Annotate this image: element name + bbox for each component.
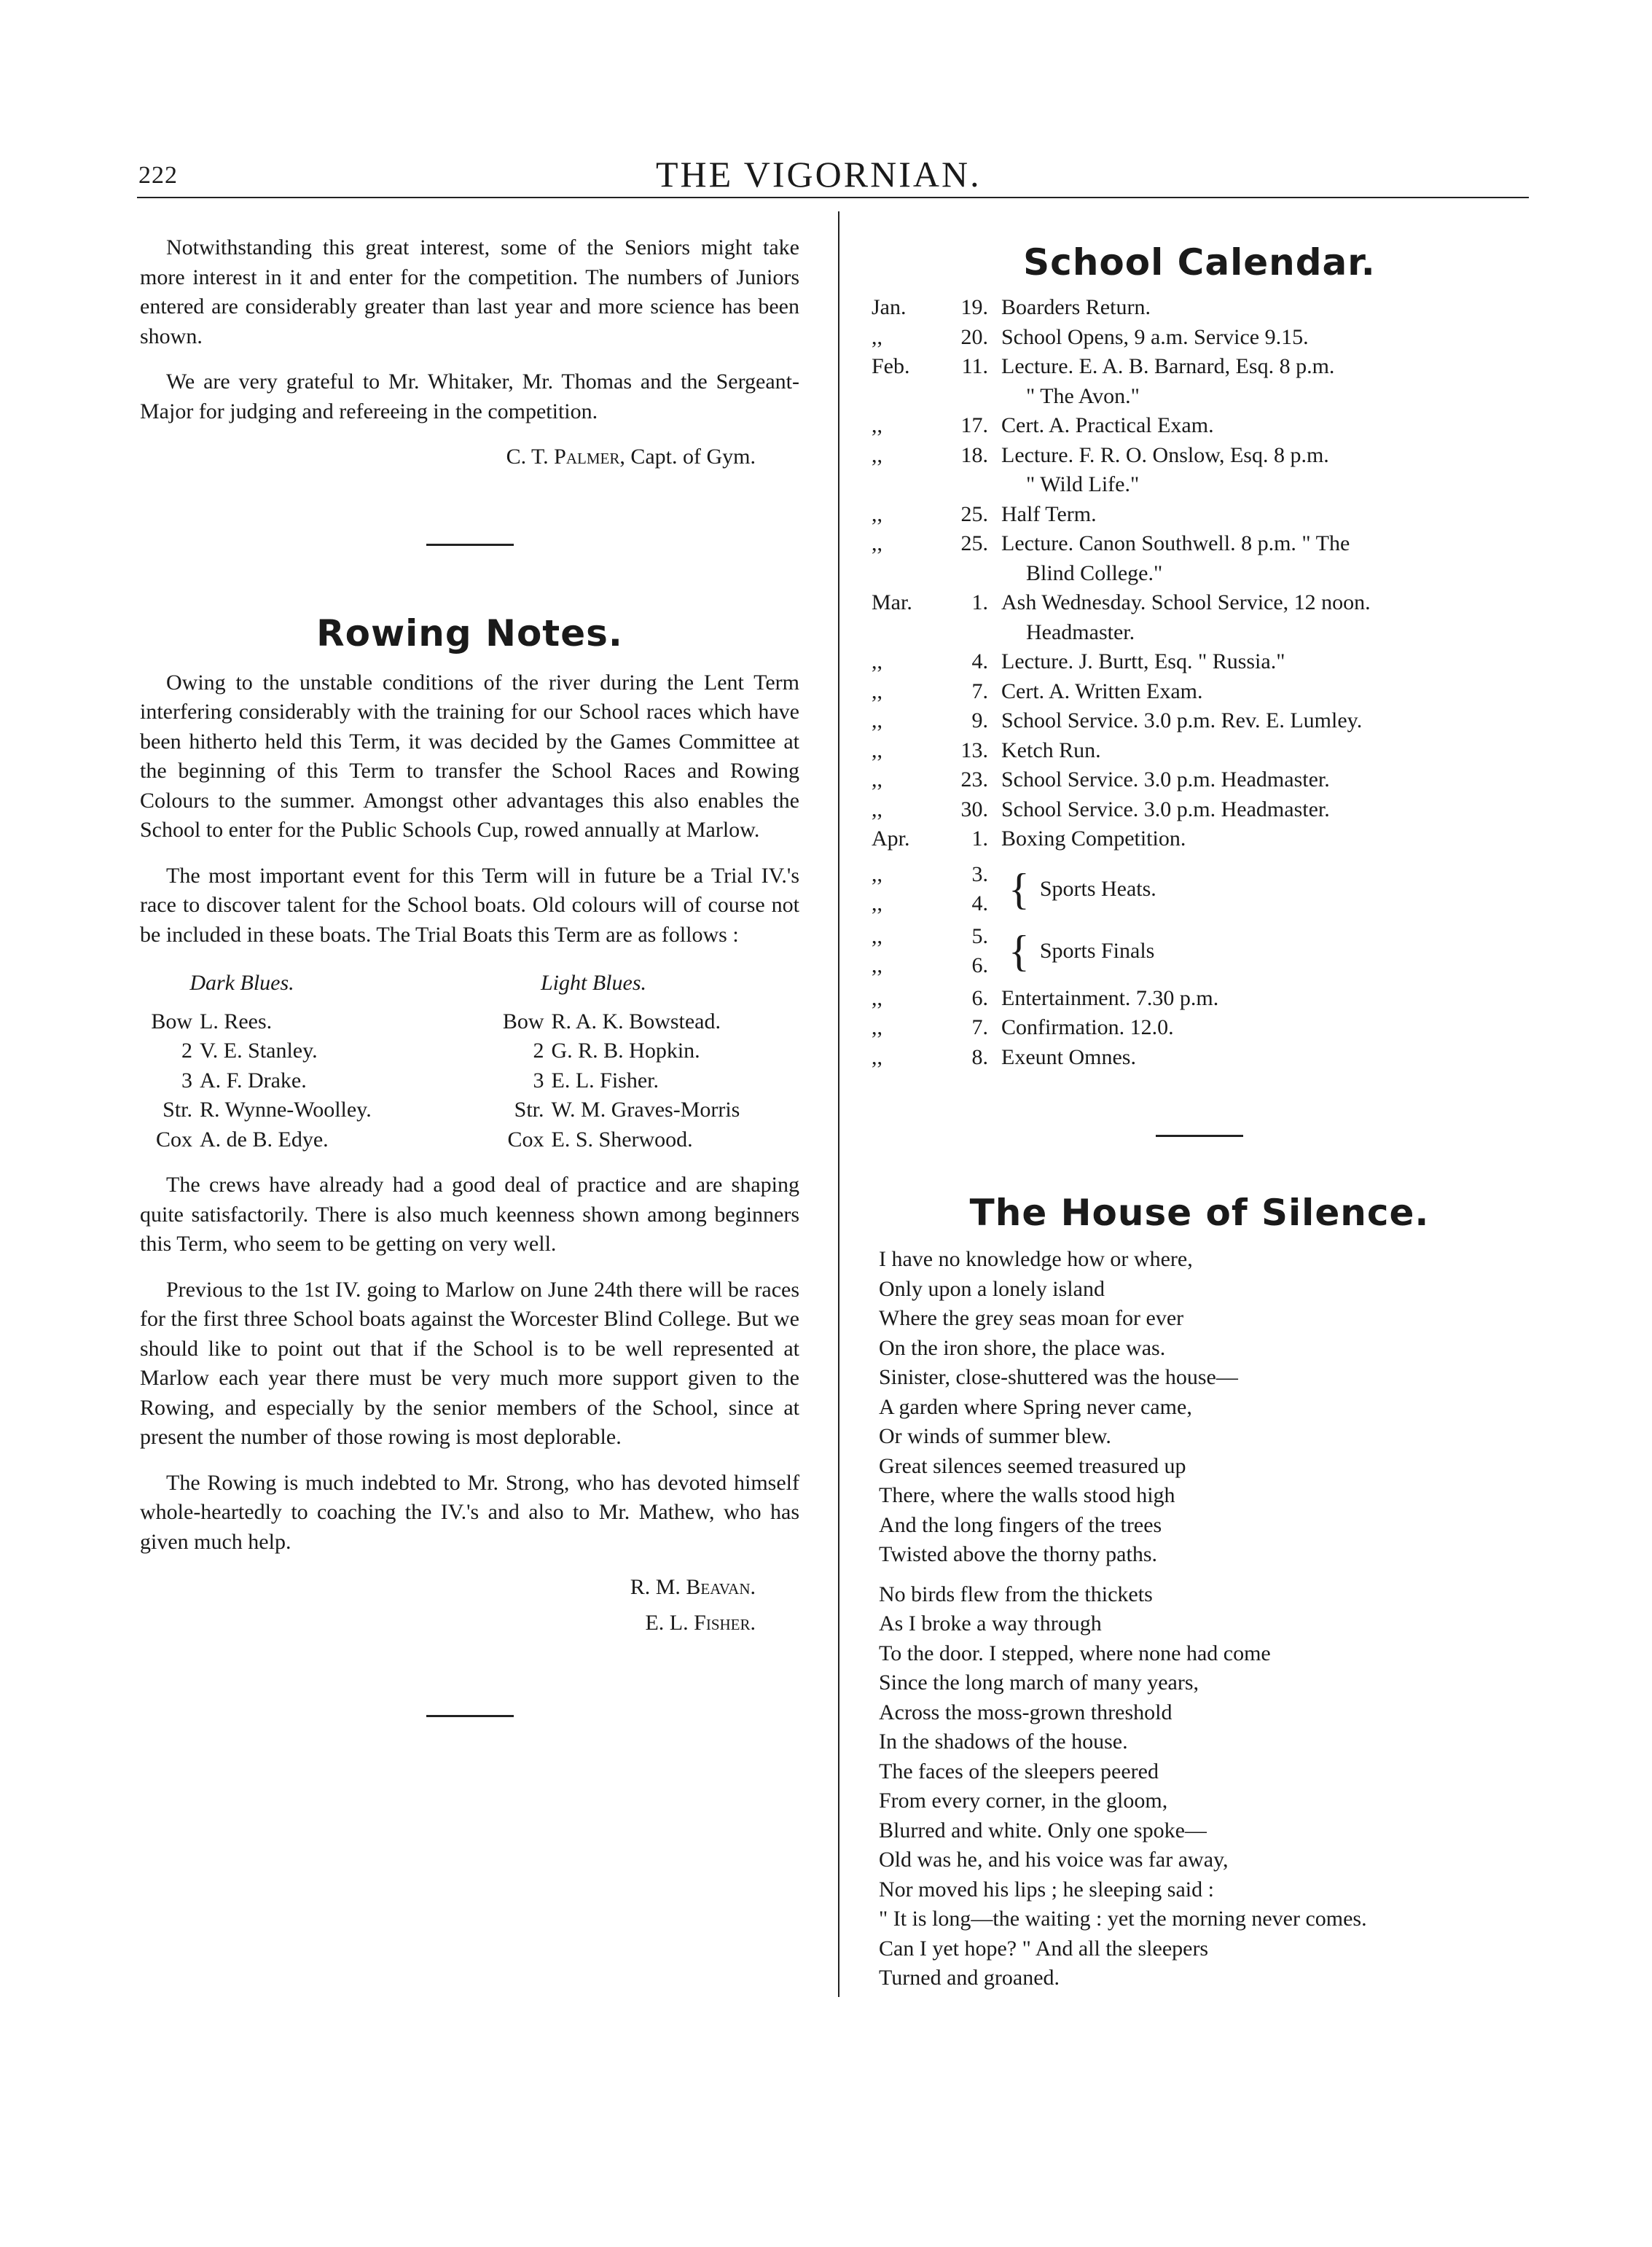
calendar-date: [872, 951, 1001, 981]
gym-paragraph: We are very grateful to Mr. Whitaker, Mr. Thomas and the Sergeant-Major for judging and refereeing in the competition.: [140, 370, 799, 423]
calendar-entry: [872, 352, 1527, 411]
calendar-event: Confirmation. 12.0.: [1001, 1015, 1174, 1039]
poem-line: I have no knowledge how or where,: [879, 1247, 1193, 1271]
calendar-event: School Service. 3.0 p.m. Headmaster.: [1001, 797, 1330, 821]
crew-member: E. L. Fisher.: [551, 1068, 659, 1093]
calendar-entry: [872, 765, 1527, 795]
crew-position: 3: [533, 1068, 544, 1093]
calendar-event: Ketch Run.: [1001, 738, 1101, 762]
calendar-event: School Service. 3.0 p.m. Headmaster.: [1001, 767, 1330, 792]
calendar-day: 25.: [960, 501, 988, 526]
calendar-month: ,,: [872, 1044, 882, 1069]
calendar-event: [1001, 441, 1527, 500]
poem-line: Old was he, and his voice was far away,: [879, 1848, 1229, 1872]
calendar-day: 4.: [971, 649, 988, 673]
calendar-event: Cert. A. Practical Exam.: [1001, 413, 1214, 437]
calendar-month: ,,: [872, 861, 882, 886]
calendar-month: ,,: [872, 501, 882, 526]
calendar-month: ,,: [872, 442, 882, 467]
gym-signature-name: C. T. Palmer,: [506, 445, 625, 469]
crew-member: R. Wynne-Woolley.: [200, 1098, 372, 1122]
calendar-event: [1001, 529, 1527, 588]
calendar-month: Jan.: [872, 295, 907, 319]
crew-member: L. Rees.: [200, 1009, 273, 1033]
calendar-entry: [872, 1043, 1527, 1073]
crew-position: 3: [181, 1068, 192, 1093]
crew-member: G. R. B. Hopkin.: [551, 1039, 700, 1063]
calendar-month: ,,: [872, 767, 882, 792]
poem-line: " It is long—the waiting : yet the morning never comes.: [879, 1907, 1367, 1931]
poem-line: Blurred and white. Only one spoke—: [879, 1818, 1207, 1842]
crew-position: Cox: [507, 1127, 544, 1152]
calendar-day: 3.: [971, 861, 988, 886]
poem-line: In the shadows of the house.: [879, 1730, 1128, 1754]
calendar-list: [872, 293, 1527, 1072]
crew-member: A. F. Drake.: [200, 1068, 307, 1093]
calendar-month: ,,: [872, 797, 882, 821]
calendar-day: 13.: [960, 738, 988, 762]
crew-row: [492, 1066, 800, 1096]
crew-member: W. M. Graves-Morris: [551, 1098, 740, 1122]
calendar-day: 7.: [971, 679, 988, 703]
calendar-entry: [872, 984, 1527, 1014]
calendar-event: Cert. A. Written Exam.: [1001, 679, 1203, 703]
poem-line: Great silences seemed treasured up: [879, 1453, 1186, 1478]
page-number: 222: [138, 162, 178, 189]
calendar-month: ,,: [872, 649, 882, 673]
poem-line: Nor moved his lips ; he sleeping said :: [879, 1877, 1214, 1902]
calendar-group-dates: [872, 922, 1001, 981]
poem-line: Or winds of summer blew.: [879, 1424, 1111, 1448]
column-divider: [838, 211, 839, 1997]
brace-icon: {: [1009, 865, 1030, 913]
calendar-month: ,,: [872, 324, 882, 349]
rowing-signature: R. M. Beavan.: [630, 1575, 756, 1599]
rowing-paragraph: Previous to the 1st IV. going to Marlow on June 24th there will be races for the first three School boats against the Worcester Blind College. But we should like to point out that if the School is to be well represented at Marlow each year there must be very much more support given to the Rowing, and especially by the senior members of the School, since at present the number of those rowing is most deplorable.: [140, 1277, 799, 1449]
crew-position: 2: [533, 1039, 544, 1063]
calendar-entry: [872, 529, 1527, 588]
calendar-day: 4.: [971, 891, 988, 915]
crew-dark-blues: [140, 969, 448, 1154]
poem-line: Where the grey seas moan for ever: [879, 1306, 1184, 1330]
calendar-day: 1.: [971, 826, 988, 851]
calendar-entry: [872, 500, 1527, 530]
calendar-day: 17.: [960, 413, 988, 437]
calendar-entry: [872, 588, 1527, 647]
calendar-day: 6.: [971, 953, 988, 977]
calendar-month: ,,: [872, 679, 882, 703]
gym-signature-role: Capt. of Gym.: [630, 445, 756, 469]
calendar-event: Sports Finals: [1039, 938, 1155, 963]
calendar-month: Apr.: [872, 826, 910, 851]
calendar-entry: [872, 677, 1527, 707]
calendar-event: Entertainment. 7.30 p.m.: [1001, 985, 1219, 1010]
crew-position: Bow: [502, 1009, 544, 1033]
trial-crews: [140, 969, 799, 1154]
crew-row: [140, 1036, 448, 1066]
calendar-entry: [872, 293, 1527, 323]
poem-line: On the iron shore, the place was.: [879, 1335, 1166, 1360]
section-divider: [1156, 1135, 1243, 1137]
crew-position: Str.: [163, 1098, 192, 1122]
calendar-day: 11.: [961, 354, 988, 378]
calendar-day: 20.: [960, 324, 988, 349]
calendar-event-continuation: Blind College.": [1026, 560, 1163, 585]
section-divider: [426, 544, 514, 546]
crew-row: [140, 1125, 448, 1155]
calendar-event-line: Lecture. E. A. B. Barnard, Esq. 8 p.m.: [1001, 354, 1335, 378]
calendar-event: School Opens, 9 a.m. Service 9.15.: [1001, 324, 1309, 349]
calendar-day: 8.: [971, 1044, 988, 1069]
crew-title: Light Blues.: [540, 971, 646, 995]
calendar-entry: [872, 411, 1527, 441]
calendar-month: ,,: [872, 953, 882, 977]
crew-member: R. A. K. Bowstead.: [551, 1009, 721, 1033]
poem-line: Across the moss-grown threshold: [879, 1700, 1173, 1724]
crew-title: Dark Blues.: [189, 971, 294, 995]
crew-row: [140, 1095, 448, 1125]
crew-position: Cox: [155, 1127, 192, 1152]
rowing-signature: E. L. Fisher.: [645, 1610, 756, 1635]
poem-line: No birds flew from the thickets: [879, 1582, 1153, 1606]
calendar-event-line: Lecture. Canon Southwell. 8 p.m. " The: [1001, 531, 1350, 555]
poem-line: Turned and groaned.: [879, 1966, 1060, 1990]
crew-row: [492, 1036, 800, 1066]
calendar-heading: School Calendar.: [1023, 241, 1376, 284]
calendar-event-continuation: " The Avon.": [1026, 383, 1140, 408]
calendar-event: Boarders Return.: [1001, 295, 1151, 319]
calendar-month: ,,: [872, 923, 882, 948]
gym-signature: [140, 442, 799, 472]
crew-member: E. S. Sherwood.: [551, 1127, 693, 1152]
calendar-day: 30.: [960, 797, 988, 821]
poem-stanza: [879, 1580, 1527, 1993]
calendar-day: 6.: [971, 985, 988, 1010]
rowing-paragraph: The crews have already had a good deal of practice and are shaping quite satisfactorily. There is also much keenness shown among beginners this Term, who seem to be getting on very well.: [140, 1173, 799, 1256]
calendar-entry: [872, 323, 1527, 353]
poem-line: To the door. I stepped, where none had come: [879, 1641, 1271, 1665]
calendar-day: 9.: [971, 708, 988, 732]
calendar-event: [1001, 588, 1527, 647]
poem-line: Since the long march of many years,: [879, 1670, 1199, 1695]
calendar-month: Feb.: [872, 354, 910, 378]
poem-line: Only upon a lonely island: [879, 1276, 1105, 1301]
calendar-month: ,,: [872, 413, 882, 437]
section-divider: [426, 1715, 514, 1717]
calendar-entry: [872, 736, 1527, 766]
calendar-day: 18.: [960, 442, 988, 467]
calendar-day: 7.: [971, 1015, 988, 1039]
brace-icon: {: [1009, 927, 1030, 975]
calendar-day: 25.: [960, 531, 988, 555]
right-column: [872, 241, 1527, 1993]
calendar-entry: [872, 441, 1527, 500]
crew-position: Bow: [151, 1009, 192, 1033]
calendar-entry: [872, 706, 1527, 736]
crew-row: [492, 1095, 800, 1125]
crew-row: [140, 1066, 448, 1096]
calendar-date: [872, 860, 1001, 890]
calendar-month: ,,: [872, 531, 882, 555]
calendar-day: 19.: [960, 295, 988, 319]
calendar-event: [1001, 352, 1527, 411]
calendar-entry: [872, 824, 1527, 854]
calendar-month: Mar.: [872, 590, 912, 614]
poem-line: Sinister, close-shuttered was the house—: [879, 1365, 1238, 1389]
calendar-event: Half Term.: [1001, 501, 1097, 526]
calendar-event-line: Lecture. F. R. O. Onslow, Esq. 8 p.m.: [1001, 442, 1329, 467]
calendar-event-continuation: " Wild Life.": [1026, 472, 1140, 496]
calendar-entry: [872, 1013, 1527, 1043]
calendar-event: Sports Heats.: [1039, 876, 1156, 901]
poem-line: There, where the walls stood high: [879, 1483, 1175, 1507]
poem-line: As I broke a way through: [879, 1611, 1102, 1636]
calendar-month: ,,: [872, 738, 882, 762]
calendar-entry: [872, 647, 1527, 677]
calendar-month: ,,: [872, 708, 882, 732]
crew-row: [140, 1007, 448, 1037]
crew-member: V. E. Stanley.: [200, 1039, 318, 1063]
crew-member: A. de B. Edye.: [200, 1127, 329, 1152]
calendar-day: 23.: [960, 767, 988, 792]
rowing-paragraph: The Rowing is much indebted to Mr. Strong, who has devoted himself whole-heartedly to coaching the IV.'s and also to Mr. Mathew, who has given much help.: [140, 1470, 799, 1554]
calendar-month: ,,: [872, 891, 882, 915]
calendar-event: Lecture. J. Burtt, Esq. " Russia.": [1001, 649, 1285, 673]
calendar-date: [872, 922, 1001, 952]
calendar-month: ,,: [872, 1015, 882, 1039]
calendar-grouped-entry: [872, 860, 1527, 919]
crew-row: [492, 1125, 800, 1155]
left-column: [140, 233, 799, 1717]
calendar-date: [872, 889, 1001, 919]
crew-position: Str.: [514, 1098, 544, 1122]
calendar-day: 5.: [971, 923, 988, 948]
calendar-entry: [872, 795, 1527, 825]
rowing-heading: Rowing Notes.: [316, 611, 623, 654]
calendar-event-continuation: Headmaster.: [1026, 620, 1135, 644]
running-title: THE VIGORNIAN.: [656, 154, 982, 195]
poem-line: Twisted above the thorny paths.: [879, 1542, 1157, 1566]
poem-line: And the long fingers of the trees: [879, 1512, 1162, 1537]
calendar-event: Boxing Competition.: [1001, 826, 1186, 851]
calendar-event: Exeunt Omnes.: [1001, 1044, 1136, 1069]
crew-light-blues: [492, 969, 800, 1154]
calendar-event: School Service. 3.0 p.m. Rev. E. Lumley.: [1001, 708, 1363, 732]
poem-line: Can I yet hope? " And all the sleepers: [879, 1936, 1209, 1961]
rowing-paragraph: Owing to the unstable conditions of the river during the Lent Term interfering considerably with the training for our School races which have been hitherto held this Term, it was decided by the Games Committee at the beginning of this Term to transfer the School Races and Rowing Colours to the summer. Amongst other advantages this also enables the School to enter for the Public Schools Cup, rowed annually at Marlow.: [140, 670, 799, 842]
rowing-paragraph: The most important event for this Term will in future be a Trial IV.'s race to discover talent for the School boats. Old colours will of course not be included in these boats. The Trial Boats this Term are as follows :: [140, 863, 799, 947]
crew-position: 2: [181, 1039, 192, 1063]
poem-heading: The House of Silence.: [969, 1192, 1430, 1234]
poem-line: A garden where Spring never came,: [879, 1394, 1192, 1419]
calendar-group-dates: [872, 860, 1001, 919]
calendar-day: 1.: [971, 590, 988, 614]
poem-line: From every corner, in the gloom,: [879, 1789, 1168, 1813]
calendar-event-line: Ash Wednesday. School Service, 12 noon.: [1001, 590, 1371, 614]
poem-stanza: [879, 1245, 1527, 1570]
poem-body: [872, 1245, 1527, 1993]
crew-row: [492, 1007, 800, 1037]
header-rule: [137, 197, 1529, 198]
gym-paragraph: Notwithstanding this great interest, some of the Seniors might take more interest in it and enter for the competition. The numbers of Juniors entered are considerably greater than last year and more science has been shown.: [140, 235, 799, 348]
poem-line: The faces of the sleepers peered: [879, 1759, 1159, 1783]
calendar-grouped-entry: [872, 922, 1527, 981]
calendar-month: ,,: [872, 985, 882, 1010]
